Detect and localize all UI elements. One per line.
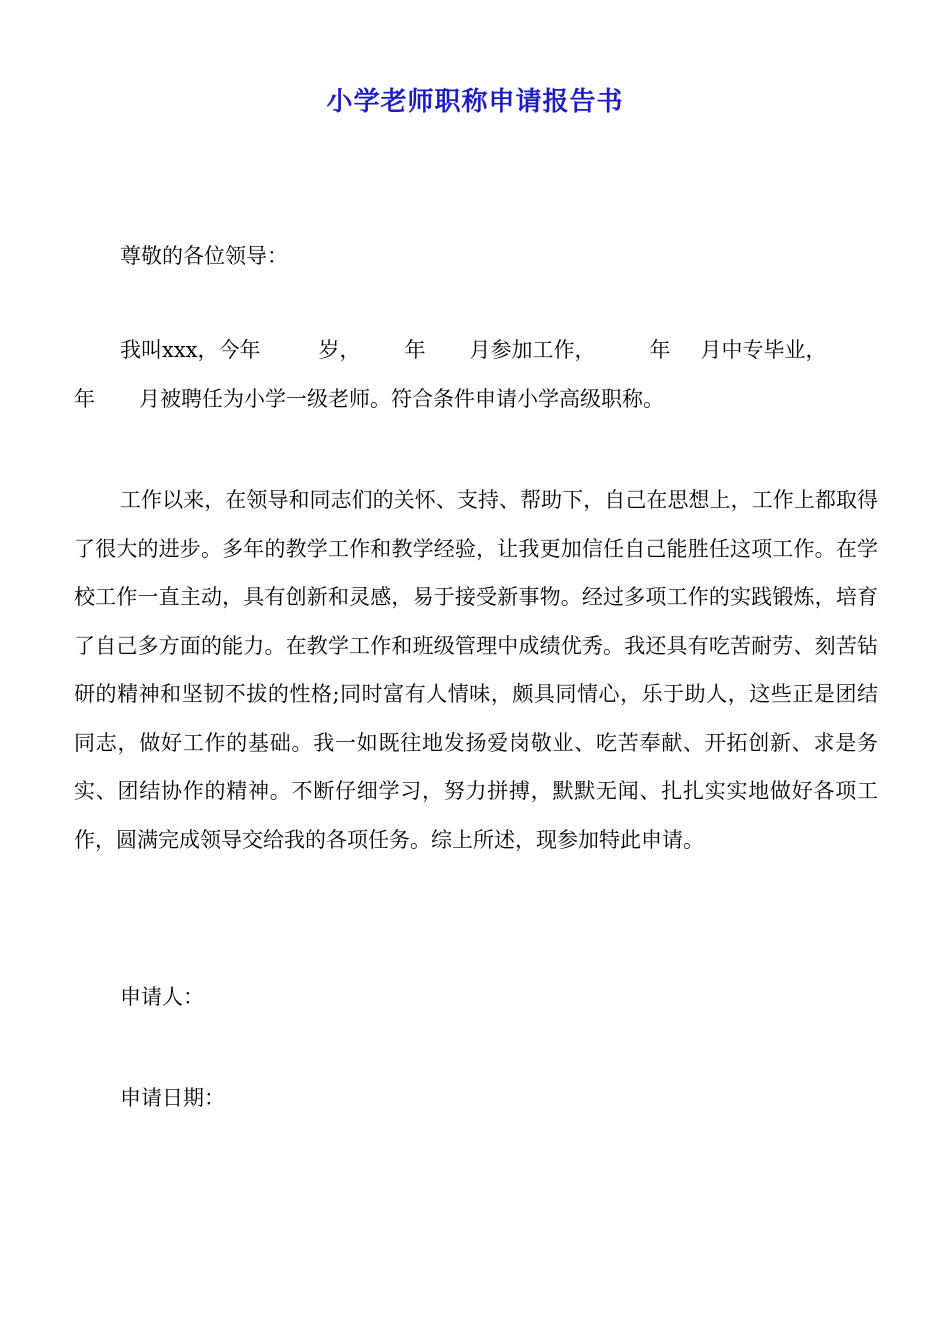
greeting: 尊敬的各位领导：: [120, 244, 288, 268]
intro-part-4: 月参加工作，: [469, 338, 596, 362]
intro-part-8: 月被聘任为小学一级老师。符合条件申请小学高级职称。: [139, 386, 664, 411]
intro-part-6: 月中专毕业，: [700, 338, 827, 362]
body-paragraph: 工作以来，在领导和同志们的关怀、支持、帮助下，自己在思想上，工作上都取得了很大的进步。多年的教学工作和教学经验，让我更加信任自己能胜任这项工作。在学校工作一直主动，具有创新和灵感，易于接受新事物。经过多项工作的实践锻炼，培育了自己多方面的能力。在教学工作和班级管理中成绩优秀。我还具有吃苦耐劳、刻苦钻研的精神和坚韧不拔的性格;同时富有人情味，颇具同情心，乐于助人，这些正是团结同志，做好工作的基础。我一如既往地发扬爱岗敬业、吃苦奉献、开拓创新、求是务实、团结协作的精神。不断仔细学习，努力拼搏，默默无闻、扎扎实实地做好各项工作，圆满完成领导交给我的各项任务。综上所述，现参加特此申请。: [74, 488, 878, 852]
intro-part-1: 我叫xxx，今年: [120, 338, 261, 362]
intro-part-5: 年: [649, 338, 671, 362]
intro-part-2: 岁，: [318, 338, 361, 362]
intro-part-7: 年: [74, 386, 95, 411]
intro-paragraph: [74, 326, 878, 423]
intro-part-3: 年: [404, 338, 426, 362]
signer-label: 申请人：: [120, 985, 204, 1009]
document-title: 小学老师职称申请报告书: [326, 87, 624, 117]
date-label: 申请日期：: [120, 1086, 225, 1110]
